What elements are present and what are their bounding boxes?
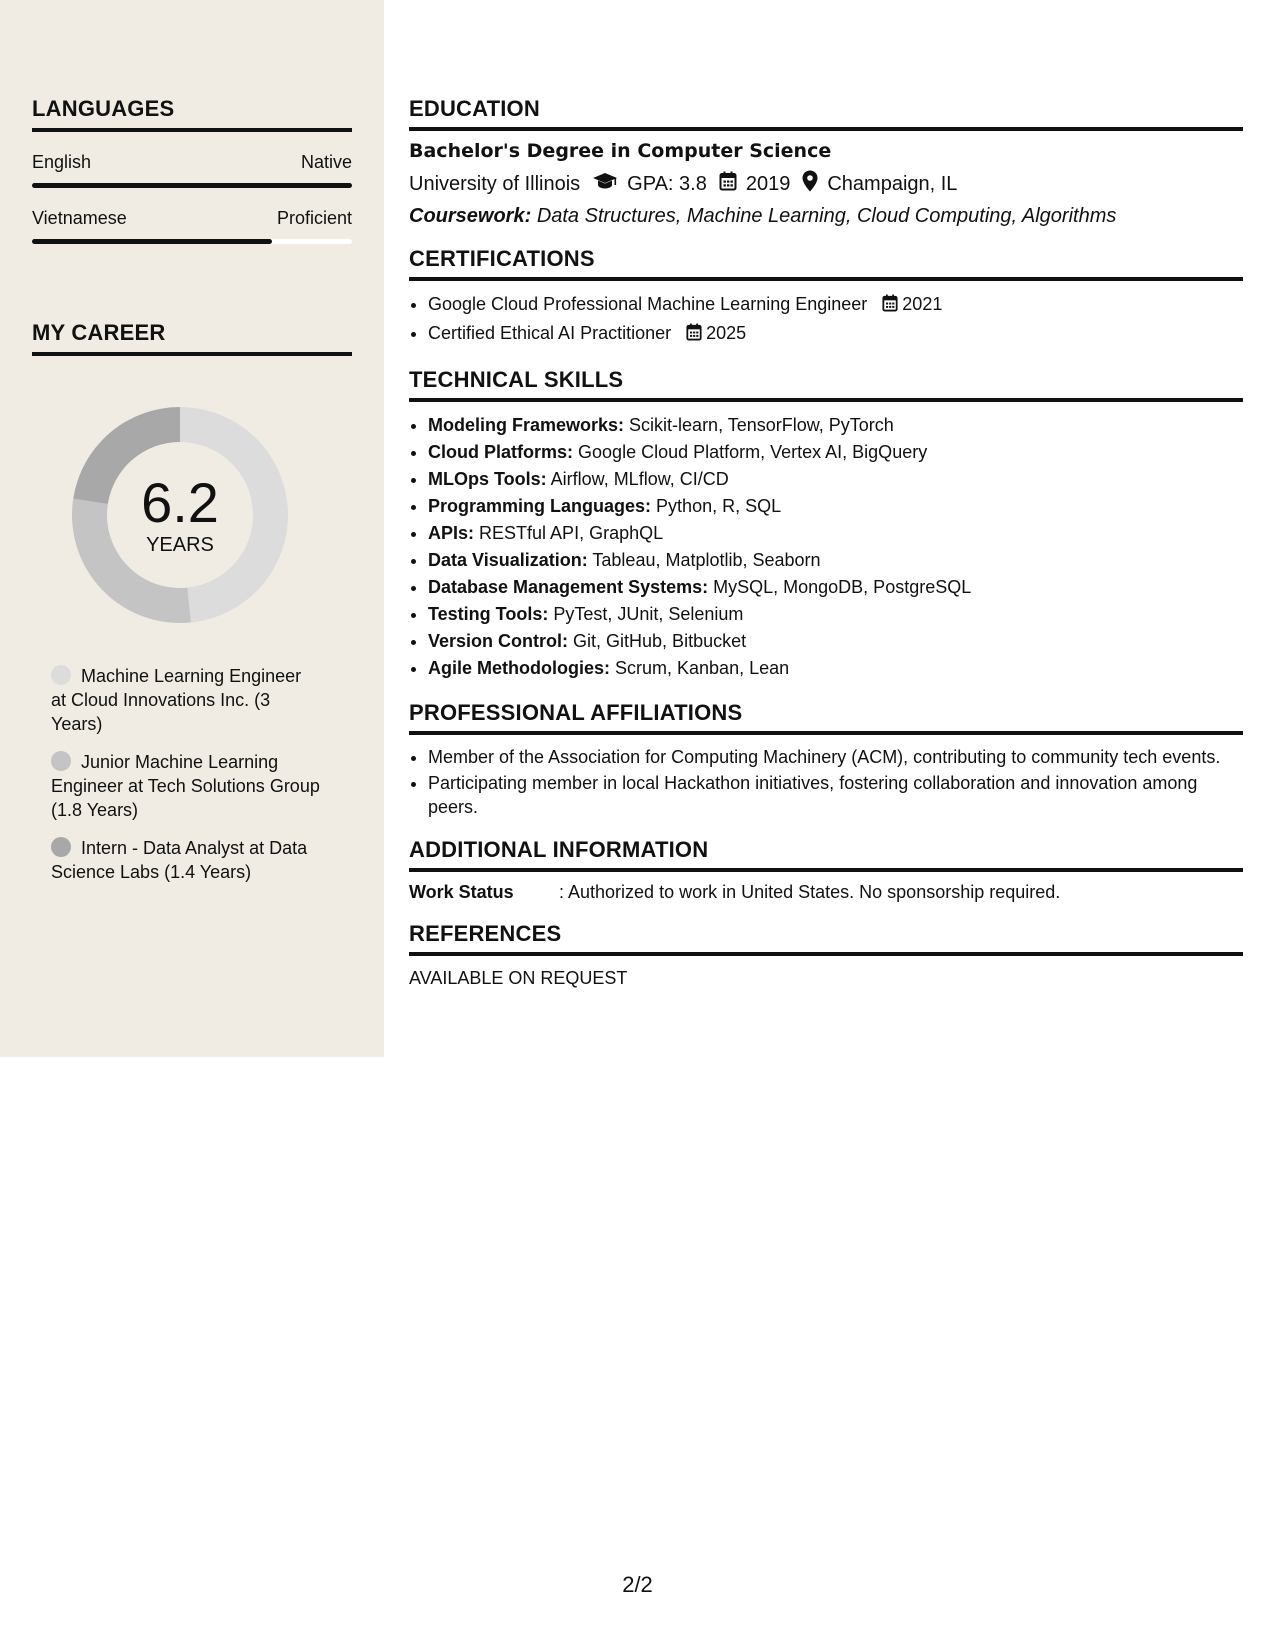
skills-list (409, 412, 1243, 682)
skill-item (428, 628, 1243, 655)
affiliations-section (409, 700, 1243, 819)
certifications-section (409, 246, 1243, 349)
career-total-unit: YEARS (146, 533, 214, 556)
map-pin-icon (802, 170, 818, 198)
language-proficiency-fill (32, 239, 272, 244)
legend-dot (51, 751, 71, 771)
skills-heading: TECHNICAL SKILLS (409, 367, 1243, 402)
skill-value: RESTful API, GraphQL (479, 523, 664, 543)
language-level: Native (300, 152, 352, 172)
calendar-icon (719, 171, 737, 197)
references-section (409, 921, 1243, 989)
skill-item (428, 601, 1243, 628)
language-name: Vietnamese (32, 208, 127, 228)
graduation-cap-icon (592, 172, 618, 196)
skill-label: APIs: (428, 523, 475, 543)
references-text: AVAILABLE ON REQUEST (409, 968, 628, 988)
skill-value: Scikit-learn, TensorFlow, PyTorch (629, 415, 894, 435)
coursework (409, 205, 1243, 228)
skill-label: Data Visualization: (428, 550, 588, 570)
skill-value: Python, R, SQL (656, 496, 782, 516)
work-status-row (409, 882, 1243, 903)
career-role-label: Machine Learning Engineer at Cloud Innovations Inc. (3 Years) (51, 666, 302, 734)
language-proficiency-bar (32, 239, 352, 244)
affiliation-item: • Member of the Association for Computing Machinery (ACM), contributing to community tech events. (428, 745, 1243, 769)
work-status-label: Work Status (409, 882, 514, 902)
certification-year: 2025 (706, 323, 747, 343)
certifications-list (409, 291, 1243, 349)
certification-name: Certified Ethical AI Practitioner (428, 323, 672, 343)
certification-date (882, 294, 942, 314)
affiliations-heading: PROFESSIONAL AFFILIATIONS (409, 700, 1243, 735)
affiliations-list (409, 745, 1243, 819)
language-name: English (32, 152, 92, 172)
legend-dot (51, 837, 71, 857)
education-section (409, 96, 1243, 228)
skill-item (428, 412, 1243, 439)
graduation-year: 2019 (745, 172, 791, 195)
skill-item (428, 520, 1243, 547)
career-role-label: Junior Machine Learning Engineer at Tech Solutions Group (1.8 Years) (51, 752, 320, 820)
skill-value: MySQL, MongoDB, PostgreSQL (713, 577, 972, 597)
skill-item (428, 493, 1243, 520)
skill-value: PyTest, JUnit, Selenium (553, 604, 744, 624)
additional-heading: ADDITIONAL INFORMATION (409, 837, 1243, 872)
donut-center (65, 400, 295, 630)
main-content (409, 96, 1243, 989)
page-number: 2/2 (622, 1572, 653, 1597)
skill-value: Scrum, Kanban, Lean (615, 658, 790, 678)
language-proficiency-bar (32, 183, 352, 188)
coursework-list: Data Structures, Machine Learning, Cloud Computing, Algorithms (536, 205, 1117, 227)
affiliation-item: • Participating member in local Hackathon initiatives, fostering collaboration and innovation among peers. (428, 771, 1243, 819)
skills-section (409, 367, 1243, 682)
coursework-label: Coursework: (409, 205, 532, 227)
skill-item (428, 655, 1243, 682)
skill-label: MLOps Tools: (428, 469, 547, 489)
sidebar-content (32, 96, 352, 898)
skill-label: Modeling Frameworks: (428, 415, 625, 435)
work-status-value: : Authorized to work in United States. No sponsorship required. (559, 882, 1061, 902)
skill-label: Database Management Systems: (428, 577, 709, 597)
gpa: GPA: 3.8 (627, 172, 707, 195)
certification-date (686, 323, 746, 343)
language-proficiency-fill (32, 183, 352, 188)
career-legend-item (51, 750, 321, 822)
additional-section (409, 837, 1243, 903)
skill-value: Tableau, Matplotlib, Seaborn (592, 550, 821, 570)
certification-name: Google Cloud Professional Machine Learning Engineer (428, 294, 868, 314)
legend-dot (51, 665, 71, 685)
skill-value: Google Cloud Platform, Vertex AI, BigQuery (578, 442, 928, 462)
skill-label: Version Control: (428, 631, 569, 651)
career-role-label: Intern - Data Analyst at Data Science Labs (1.4 Years) (51, 838, 308, 882)
calendar-icon (686, 322, 702, 349)
school-name: University of Illinois (409, 172, 581, 195)
skill-item (428, 466, 1243, 493)
career-legend (51, 664, 321, 884)
certification-item (428, 291, 1243, 320)
skill-item (428, 439, 1243, 466)
skill-value: Git, GitHub, Bitbucket (573, 631, 747, 651)
school-location: Champaign, IL (827, 172, 958, 195)
skill-label: Agile Methodologies: (428, 658, 610, 678)
education-meta (409, 170, 1243, 198)
skill-item (428, 547, 1243, 574)
language-level: Proficient (276, 208, 352, 228)
career-donut-chart (65, 400, 295, 630)
degree-title: Bachelor's Degree in Computer Science (409, 140, 832, 162)
calendar-icon (882, 293, 898, 320)
language-item (32, 152, 352, 188)
skill-item (428, 574, 1243, 601)
career-legend-item (51, 664, 321, 736)
education-heading: EDUCATION (409, 96, 1243, 131)
certifications-heading: CERTIFICATIONS (409, 246, 1243, 281)
career-total-value: 6.2 (141, 470, 219, 534)
career-legend-item (51, 836, 321, 884)
sidebar (0, 0, 384, 1057)
skill-value: Airflow, MLflow, CI/CD (550, 469, 729, 489)
career-heading: MY CAREER (32, 320, 352, 356)
language-item (32, 208, 352, 244)
skill-label: Testing Tools: (428, 604, 549, 624)
certification-item (428, 320, 1243, 349)
references-heading: REFERENCES (409, 921, 1243, 956)
languages-heading: LANGUAGES (32, 96, 352, 132)
skill-label: Cloud Platforms: (428, 442, 574, 462)
skill-label: Programming Languages: (428, 496, 652, 516)
certification-year: 2021 (902, 294, 943, 314)
